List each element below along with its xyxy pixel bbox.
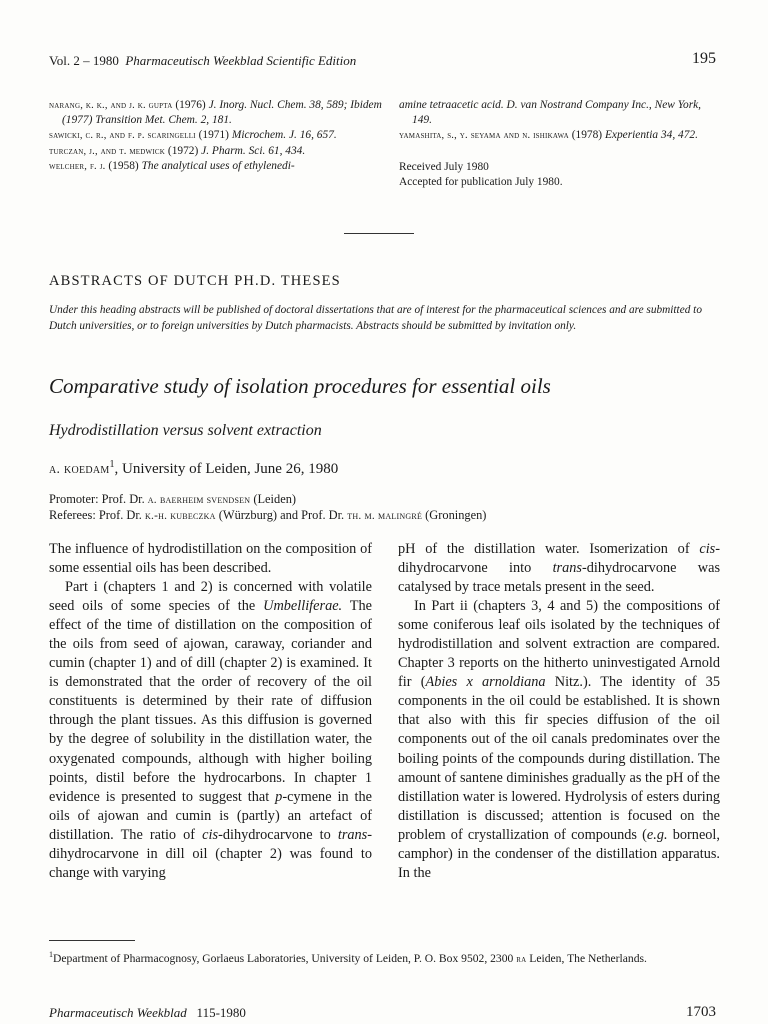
- running-footer: [49, 1005, 246, 1021]
- reference-entry: turczan, j., and t. medwick (1972) J. Pharm. Sci. 61, 434.: [49, 144, 306, 157]
- reference-entry: yamashita, s., y. seyama and n. ishikawa (1978) Experientia 34, 472.: [399, 129, 698, 142]
- volume-label: Vol. 2 – 1980: [49, 53, 119, 68]
- footnote: $^1$Department of Pharmacognosy, Gorlaeus Laboratories, University of Leiden, P. O. Box 9502, 2300 ra Leiden, The Netherlands.: [49, 950, 647, 965]
- reference-entry: welcher, f. j. (1958) The analytical uses of ethylenedi-: [49, 159, 295, 172]
- references-left-column: [49, 98, 383, 174]
- received-dates: [399, 160, 721, 190]
- author-name: a. koedam: [49, 461, 110, 476]
- body-paragraph: The influence of hydrodistillation on the composition of some essential oils has been described.: [49, 541, 372, 577]
- footer-journal: Pharmaceutisch Weekblad: [49, 1005, 187, 1020]
- references-right-column: [399, 98, 721, 190]
- running-header: [49, 53, 356, 69]
- footnote-rule: [49, 940, 135, 941]
- journal-name: Pharmaceutisch Weekblad Scientific Edition: [125, 53, 357, 68]
- article-title: Comparative study of isolation procedures for essential oils: [49, 374, 551, 398]
- promoter-line: Promoter: Prof. Dr. a. baerheim svendsen (Leiden): [49, 492, 297, 506]
- reference-entry: narang, k. k., and j. k. gupta (1976) J. Inorg. Nucl. Chem. 38, 589; Ibidem (1977) Transition Met. Chem. 2, 181.: [49, 99, 382, 127]
- section-divider: [344, 233, 414, 234]
- footer-issue: 115-1980: [196, 1005, 246, 1020]
- footnote-mark: 1: [49, 950, 53, 959]
- author-affiliation: , University of Leiden, June 26, 1980: [114, 461, 339, 477]
- reference-entry: sawicki, c. r., and f. p. scaringelli (1971) Microchem. J. 16, 657.: [49, 129, 337, 142]
- accepted-date: Accepted for publication July 1980.: [399, 175, 563, 188]
- section-heading: ABSTRACTS OF DUTCH PH.D. THESES: [49, 273, 341, 289]
- section-note: Under this heading abstracts will be published of doctoral dissertations that are of interest for the pharmaceutical sciences and are submitted to Dutch universities, or to foreign universities by Dutch pharmacists. Abstracts should be submitted by invitation only.: [49, 304, 702, 332]
- body-paragraph: Part i (chapters 1 and 2) is concerned with volatile seed oils of some species of the Umbelliferae. The effect of the time of distillation on the composition of the oils from seed of ajowan, caraway, coriander and cumin (chapter 1) and of dill (chapter 2) is examined. It is demonstrated that the order of recovery of the oil constituents is determined by their rate of diffusion through the plant tissues. As this diffusion is governed by the degree of solubility in the distillation water, the oxygenated compounds, although with higher boiling points, distil before the hydrocarbons. In chapter 1 evidence is presented to suggest that p-cymene in the oils of ajowan and cumin is (partly) an artefact of distillation. The ratio of cis-dihydrocarvone to trans-dihydrocarvone in dill oil (chapter 2) was found to change with varying: [49, 579, 373, 881]
- author-footnote-mark: 1: [109, 459, 115, 470]
- article-subtitle: Hydrodistillation versus solvent extraction: [49, 422, 322, 439]
- reference-entry: amine tetraacetic acid. D. van Nostrand Company Inc., New York, 149.: [399, 99, 702, 127]
- author-line: [49, 459, 338, 478]
- page-number: 195: [692, 50, 716, 67]
- promoter-block: [49, 492, 486, 524]
- received-date: Received July 1980: [399, 160, 489, 173]
- body-paragraph: In Part ii (chapters 3, 4 and 5) the compositions of some coniferous leaf oils isolated by the techniques of hydrodistillation and solvent extraction are compared. Chapter 3 reports on the hitherto uninvestigated Arnold fir (Abies x arnoldiana Nitz.). The identity of 35 components in the oil could be established. It is shown that also with this fir species diffusion of the oil components out of the oil canals predominates over the boiling points of the compounds during distillation. The amount of santene diminishes gradually as the pH of the distillation water is lowered. Hydrolysis of esters during distillation is discussed; attention is focused on the problem of crystallization of compounds (e.g. borneol, camphor) in the condenser of the distillation apparatus. In the: [398, 598, 721, 881]
- body-left-column: [49, 540, 372, 883]
- body-right-column: [398, 540, 720, 883]
- body-paragraph: pH of the distillation water. Isomerization of cis-dihydrocarvone into trans-dihydrocarvone was catalysed by trace metals present in the seed.: [398, 541, 721, 596]
- referees-line: Referees: Prof. Dr. k.-h. kubeczka (Würzburg) and Prof. Dr. th. m. malingré (Groningen): [49, 508, 487, 522]
- footer-page-number: 1703: [686, 1004, 716, 1020]
